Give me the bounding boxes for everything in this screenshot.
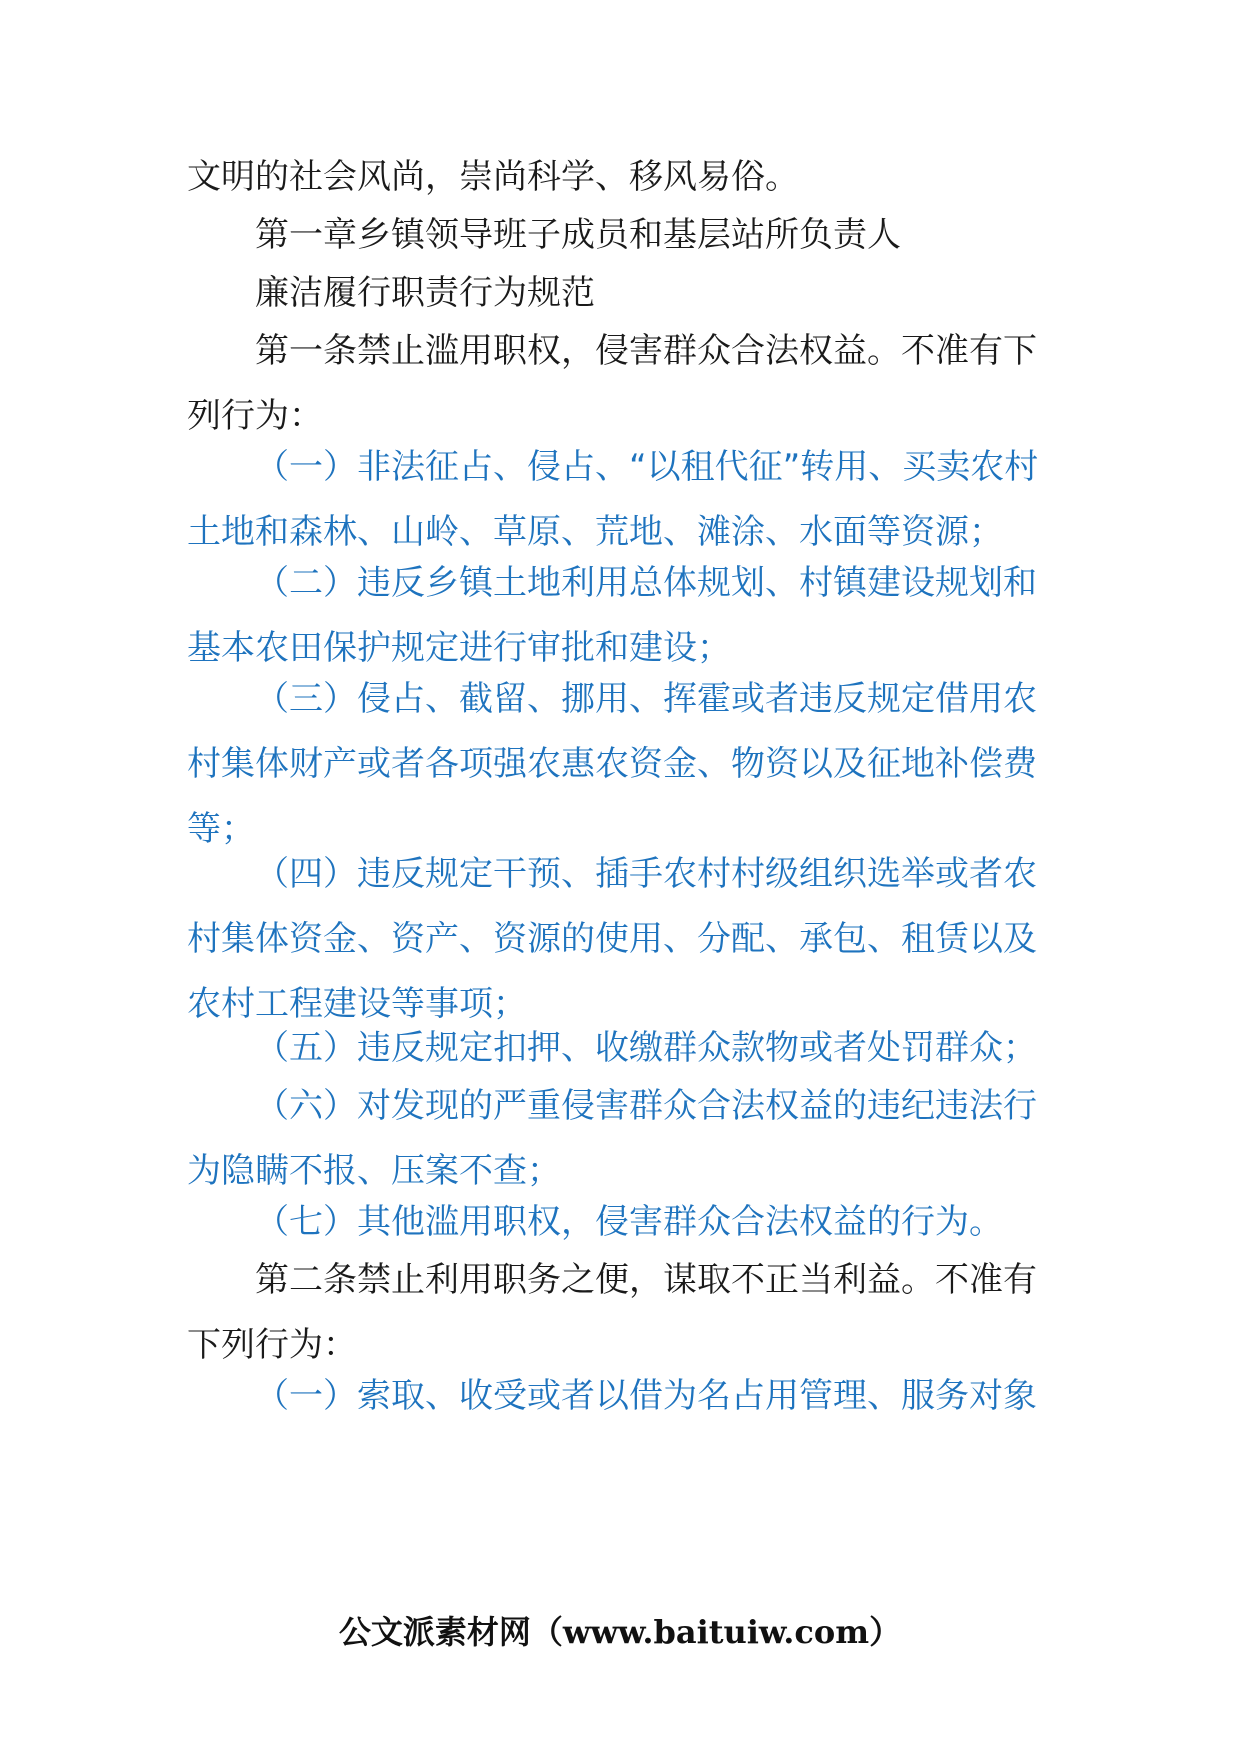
paragraph-continuation: 文明的社会风尚，崇尚科学、移风易俗。 (187, 157, 799, 197)
article-1-item-2: （二）违反乡镇土地利用总体规划、村镇建设规划和基本农田保护规定进行审批和建设； (187, 563, 1037, 668)
article-1: 第一条禁止滥用职权，侵害群众合法权益。不准有下列行为： (187, 331, 1037, 436)
article-2-item-1: （一）索取、收受或者以借为名占用管理、服务对象 (255, 1376, 1037, 1416)
chapter-heading-line1: 第一章乡镇领导班子成员和基层站所负责人 (255, 215, 901, 255)
article-1-item-1: （一）非法征占、侵占、“以租代征”转用、买卖农村土地和森林、山岭、草原、荒地、滩涂、水面等资源； (187, 447, 1039, 552)
chapter-heading-line2: 廉洁履行职责行为规范 (255, 273, 595, 313)
article-1-item-7: （七）其他滥用职权，侵害群众合法权益的行为。 (255, 1202, 1003, 1242)
footer-watermark: 公文派素材网（www.baituiw.com） (338, 1613, 902, 1651)
article-2: 第二条禁止利用职务之便，谋取不正当利益。不准有下列行为： (187, 1260, 1037, 1365)
article-1-item-5: （五）违反规定扣押、收缴群众款物或者处罚群众； (255, 1028, 1037, 1068)
article-1-item-3: （三）侵占、截留、挪用、挥霍或者违反规定借用农村集体财产或者各项强农惠农资金、物资以及征地补偿费等； (187, 679, 1037, 849)
article-1-item-4: （四）违反规定干预、插手农村村级组织选举或者农村集体资金、资产、资源的使用、分配、承包、租赁以及农村工程建设等事项； (187, 854, 1037, 1024)
article-1-item-6: （六）对发现的严重侵害群众合法权益的违纪违法行为隐瞒不报、压案不查； (187, 1086, 1037, 1191)
